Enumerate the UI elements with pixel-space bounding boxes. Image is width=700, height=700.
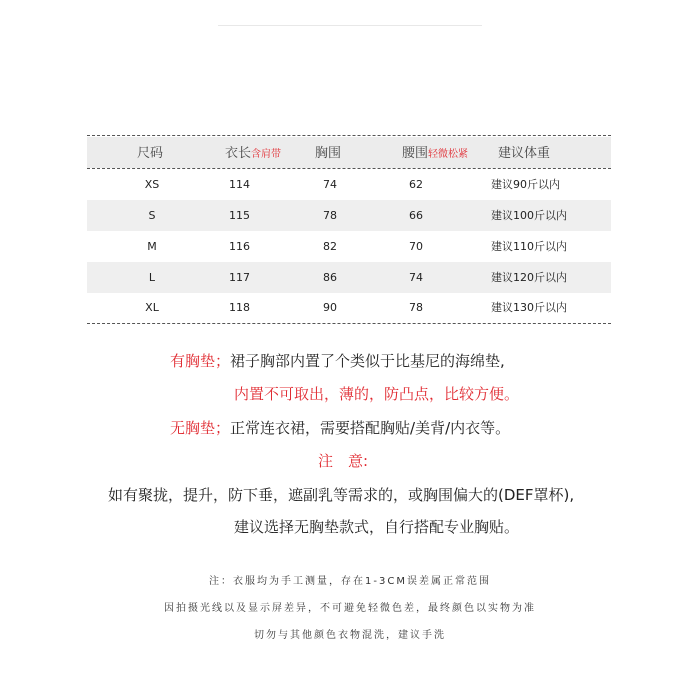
table-row [87,292,611,323]
table-header-row [87,137,611,168]
table-row [87,231,611,262]
header-waist-note: 轻微松紧 [428,149,469,160]
header-length-note: 含肩带 [251,149,282,160]
pad-note [170,350,505,371]
top-divider [218,25,482,26]
cell-length: 114 [229,178,250,191]
cell-weight: 建议100斤以内 [491,209,567,222]
cell-chest: 74 [323,178,337,191]
table-row [87,169,611,200]
nopad-label: 无胸垫； [170,419,231,437]
attention-heading: 注 意: [318,452,369,470]
cell-weight: 建议130斤以内 [491,301,567,314]
cell-size: S [148,209,156,222]
cell-weight: 建议110斤以内 [491,240,567,253]
header-chest: 胸围 [315,146,342,161]
pad-text: 裙子胸部内置了个类似于比基尼的海绵垫, [230,352,505,370]
cell-waist: 66 [409,209,423,222]
cell-length: 117 [229,271,250,284]
table-row [87,262,611,293]
nopad-text: 正常连衣裙，需要搭配胸贴/美背/内衣等。 [230,419,511,437]
cell-size: XL [145,301,159,314]
cell-chest: 86 [323,271,337,284]
header-waist: 腰围轻微松紧 [402,146,469,161]
header-size: 尺码 [137,146,164,161]
pad-label: 有胸垫； [170,352,231,370]
cell-size: XS [144,178,160,191]
advice-line-1: 如有聚拢，提升，防下垂，遮副乳等需求的，或胸围偏大的(DEF罩杯), [108,486,575,504]
cell-length: 116 [229,240,250,253]
table-top-border [87,135,611,136]
table-bottom-border [87,323,611,324]
advice-line-2: 建议选择无胸垫款式，自行搭配专业胸贴。 [234,518,520,536]
cell-waist: 78 [409,301,423,314]
footer-line-2: 因拍摄光线以及显示屏差异，不可避免轻微色差，最终颜色以实物为准 [164,603,536,614]
header-weight: 建议体重 [498,146,551,161]
cell-size: M [147,240,157,253]
cell-length: 115 [229,209,250,222]
cell-chest: 82 [323,240,337,253]
cell-waist: 62 [409,178,423,191]
header-length: 衣长含肩带 [225,146,282,161]
table-row [87,200,611,231]
cell-waist: 70 [409,240,423,253]
cell-waist: 74 [409,271,423,284]
cell-weight: 建议120斤以内 [491,271,567,284]
cell-chest: 78 [323,209,337,222]
size-table [87,135,611,325]
cell-length: 118 [229,301,250,314]
cell-chest: 90 [323,301,337,314]
footer-line-3: 切勿与其他颜色衣物混洗，建议手洗 [254,630,446,641]
pad-text-2: 内置不可取出，薄的，防凸点，比较方便。 [234,385,520,403]
cell-weight: 建议90斤以内 [491,178,560,191]
footer-line-1: 注：衣服均为手工测量，存在1-3CM误差属正常范围 [209,576,491,587]
cell-size: L [148,271,156,284]
nopad-note [170,417,510,438]
